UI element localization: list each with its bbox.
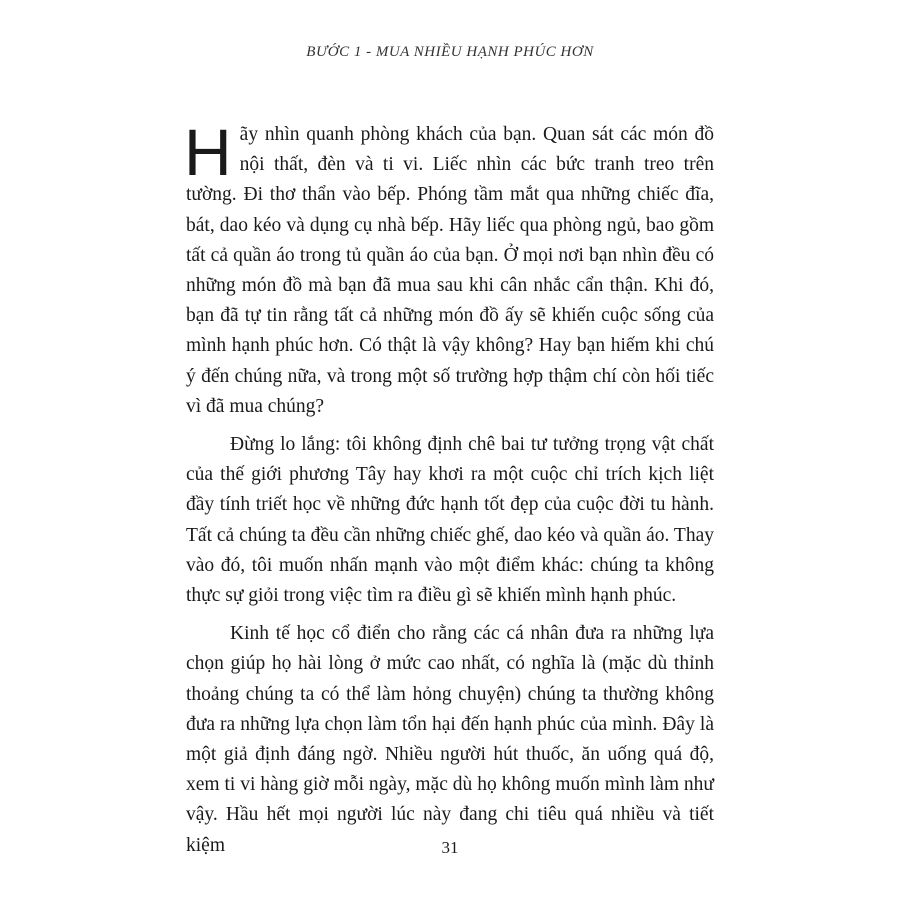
page-number: 31	[441, 838, 459, 857]
paragraph-2: Đừng lo lắng: tôi không định chê bai tư tưởng trọng vật chất của thế giới phương Tây hay khơi ra một cuộc chỉ trích kịch liệt đầy tính triết học về những đức hạnh tốt đẹp của cuộc đời tu hành. Tất cả chúng ta đều cần những chiếc ghế, dao kéo và quần áo. Thay vào đó, tôi muốn nhấn mạnh vào một điểm khác: chúng ta không thực sự giỏi trong việc tìm ra điều gì sẽ khiến mình hạnh phúc.	[186, 434, 714, 607]
paragraph-3: Kinh tế học cổ điển cho rằng các cá nhân đưa ra những lựa chọn giúp họ hài lòng ở mức cao nhất, có nghĩa là (mặc dù thỉnh thoảng chúng ta có thể làm hỏng chuyện) chúng ta thường không đưa ra những lựa chọn làm tổn hại đến hạnh phúc của mình. Đây là một giả định đáng ngờ. Nhiều người hút thuốc, ăn uống quá độ, xem ti vi hàng giờ mỗi ngày, mặc dù họ không muốn mình làm như vậy. Hầu hết mọi người lúc này đang chi tiêu quá nhiều và tiết kiệm	[186, 623, 714, 856]
running-head: BƯỚC 1 - MUA NHIỀU HẠNH PHÚC HƠN	[306, 44, 594, 60]
drop-cap: H	[184, 115, 232, 189]
paragraph-1	[184, 115, 714, 422]
body-text	[184, 115, 714, 861]
paragraph-1-text: ãy nhìn quanh phòng khách của bạn. Quan sát các món đồ nội thất, đèn và ti vi. Liếc nhìn các bức tranh treo trên tường. Đi thơ thẩn vào bếp. Phóng tầm mắt qua những chiếc đĩa, bát, dao kéo và dụng cụ nhà bếp. Hãy liếc qua phòng ngủ, bao gồm tất cả quần áo trong tủ quần áo của bạn. Ở mọi nơi bạn nhìn đều có những món đồ mà bạn đã mua sau khi cân nhắc cẩn thận. Khi đó, bạn đã tự tin rằng tất cả những món đồ ấy sẽ khiến cuộc sống của mình hạnh phúc hơn. Có thật là vậy không? Hay bạn hiếm khi chú ý đến chúng nữa, và trong một số trường hợp thậm chí còn hối tiếc vì đã mua chúng?	[186, 124, 714, 417]
